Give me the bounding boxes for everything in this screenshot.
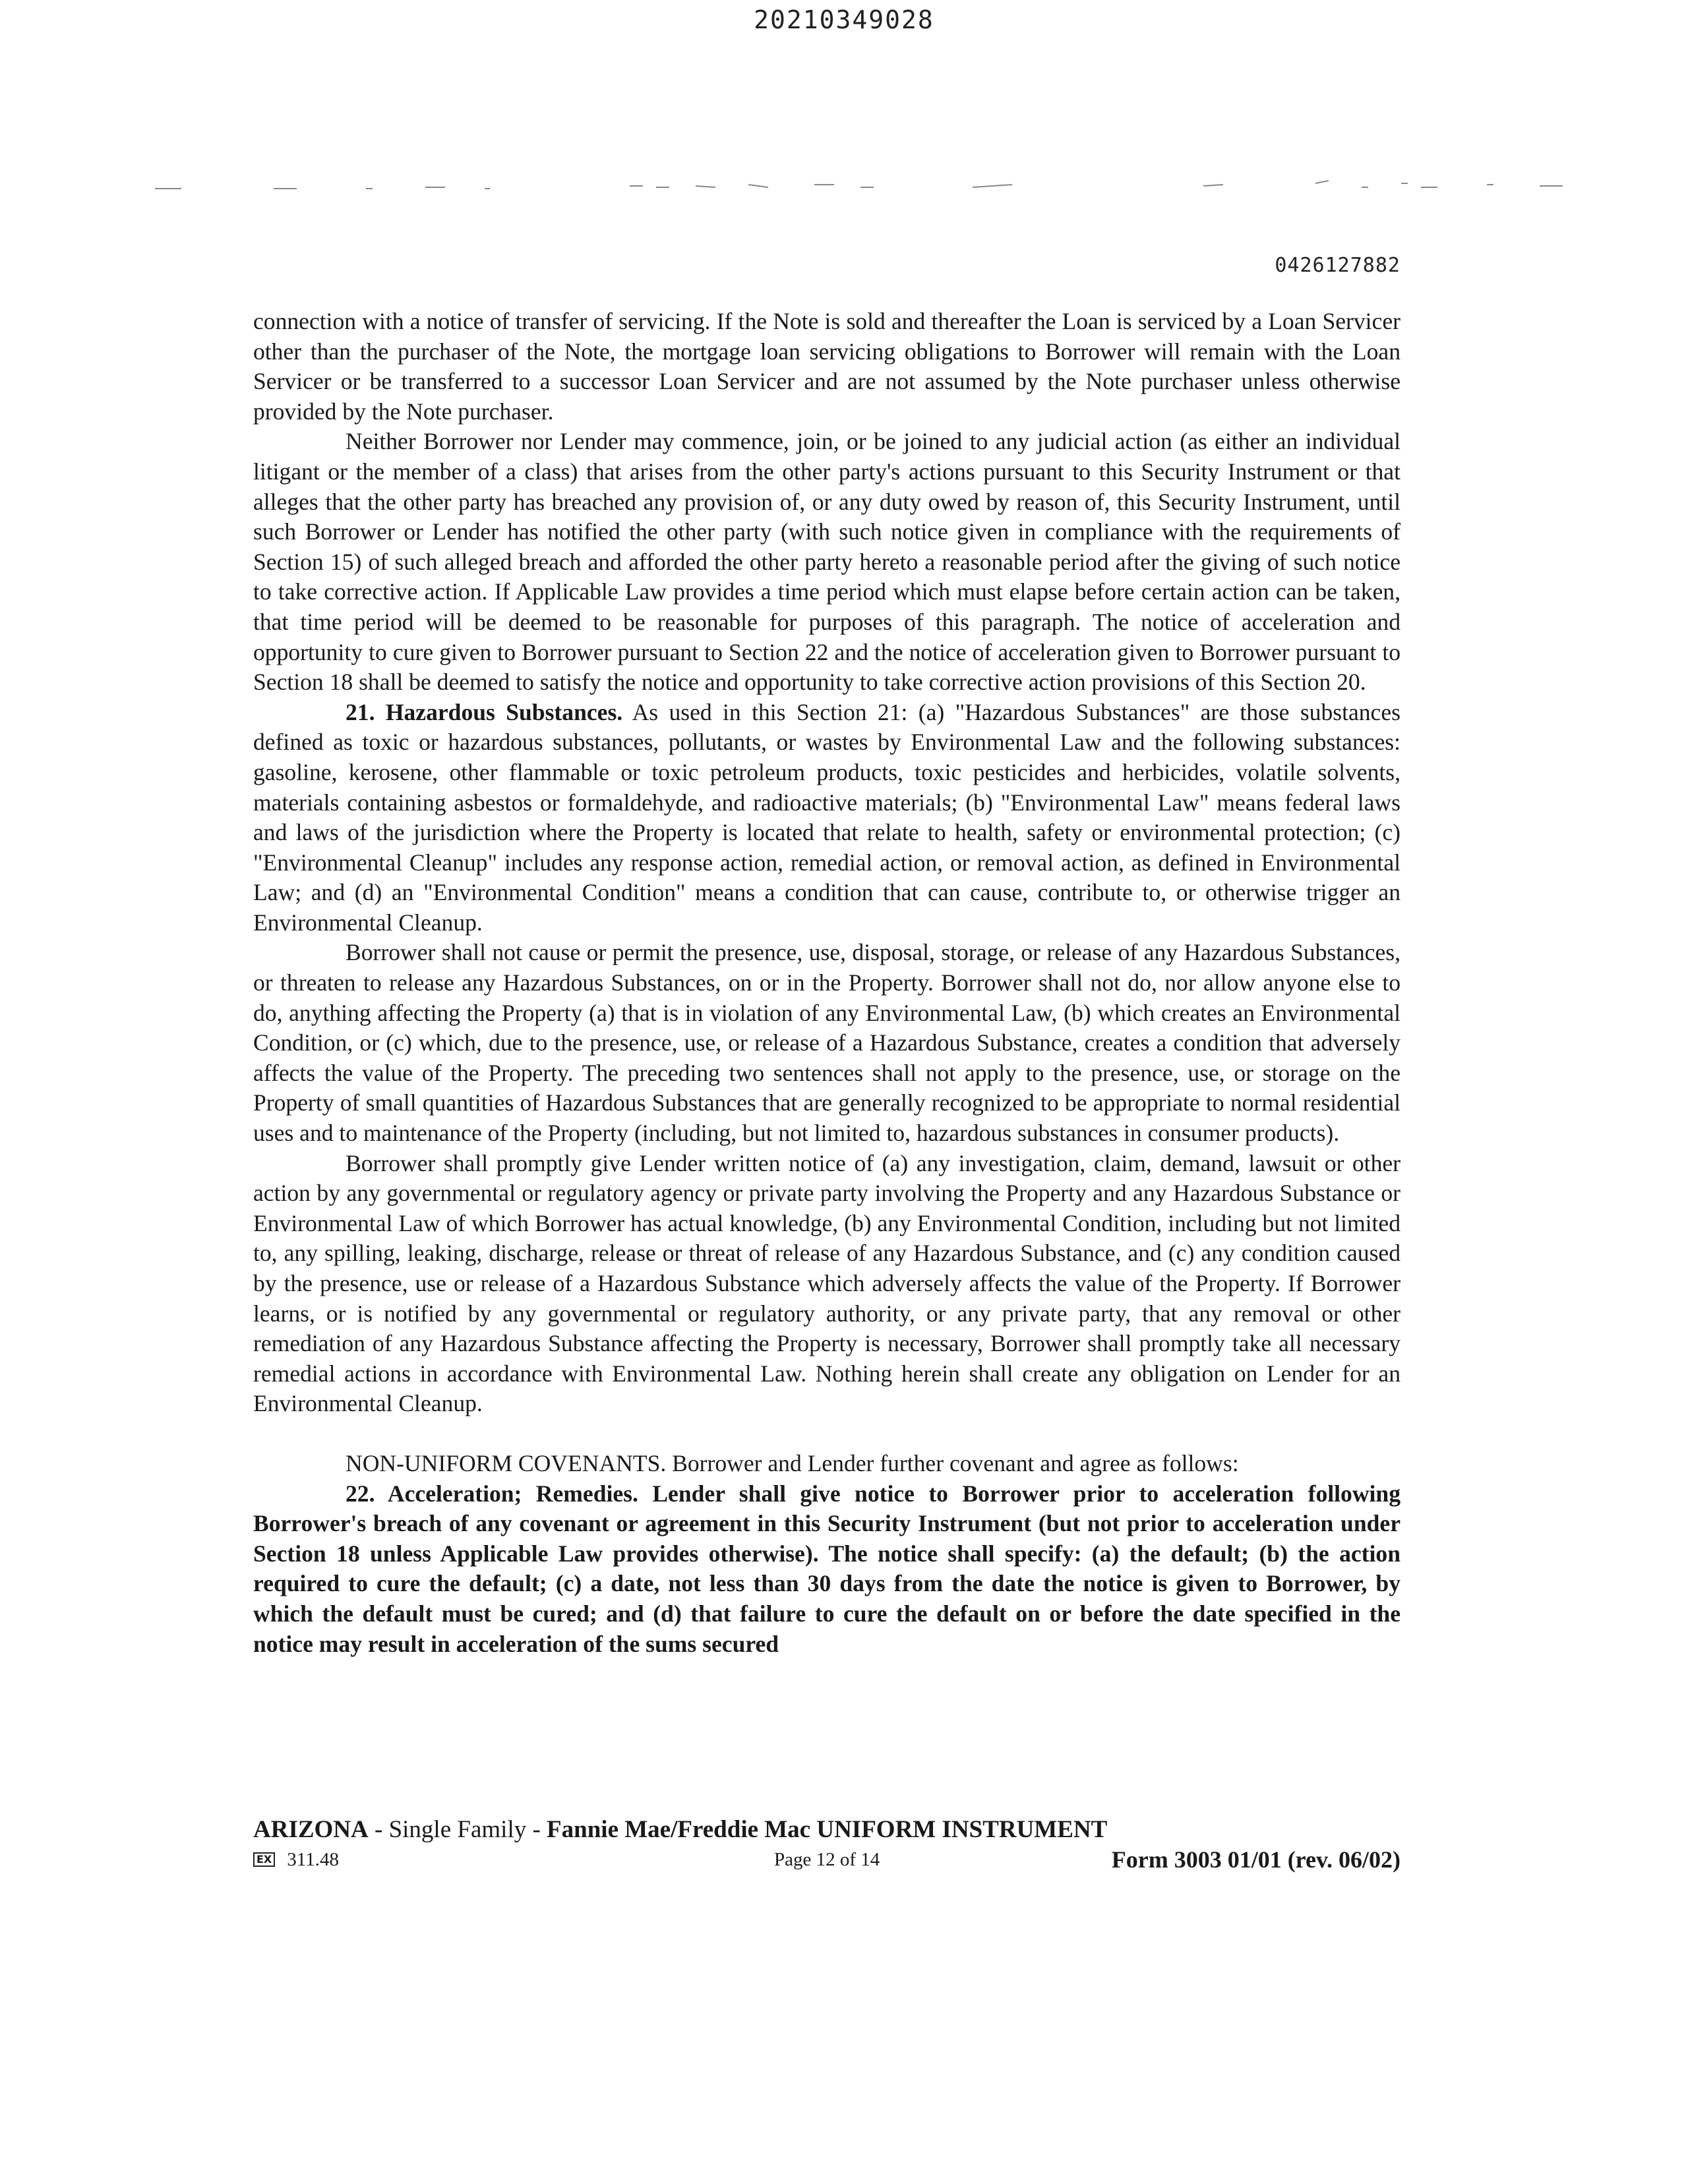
section-gap [253,1419,1401,1449]
paragraph-hazardous-use: Borrower shall not cause or permit the presence, use, disposal, storage, or release of any Hazardous Substances, or threaten to release any Hazardous Substances, on or in the Property. Borrower shall not do, nor allow anyone else to do, anything affecting the Property (a) that is in violation of any Environmental Law, (b) which creates an Environmental Condition, or (c) which, due to the presence, use, or release of a Hazardous Substance, creates a condition that adversely affects the value of the Property. The preceding two sentences shall not apply to the presence, use, or storage on the Property of small quantities of Hazardous Substances that are generally recognized to be appropriate to normal residential uses and to maintenance of the Property (including, but not limited to, hazardous substances in consumer products). [253,939,1401,1147]
page-number: Page 12 of 14 [774,1849,880,1870]
non-uniform-covenants-heading: NON-UNIFORM COVENANTS. Borrower and Lender further covenant and agree as follows: [346,1449,1239,1476]
footer-state: ARIZONA [253,1816,369,1843]
loan-number: 0426127882 [1275,254,1401,277]
form-footer [253,1815,1401,1874]
footer-form-desc-2: Fannie Mae/Freddie Mac UNIFORM INSTRUMENT [547,1816,1108,1843]
footer-form-desc-1: - Single Family - [368,1816,547,1843]
section-21-heading: 21. Hazardous Substances. [346,698,623,725]
footer-form-title [253,1815,1401,1845]
document-body [253,307,1401,1659]
section-21-text: As used in this Section 21: (a) "Hazardous Substances" are those substances defined as toxic or hazardous substances, pollutants, or wastes by Environmental Law and the following substances: gasoline, kerosene, other flammable or toxic petroleum products, toxic pesticides and herbicides, volatile solvents, materials containing asbestos or formaldehyde, and radioactive materials; (b) "Environmental Law" means federal laws and laws of the jurisdiction where the Property is located that relate to health, safety or environmental protection; (c) "Environmental Cleanup" includes any response action, remedial action, or removal action, as defined in Environmental Law; and (d) an "Environmental Condition" means a condition that can cause, contribute to, or otherwise trigger an Environmental Cleanup. [253,698,1401,936]
ex-logo-icon: EX [253,1852,275,1867]
footer-doc-code-group [253,1845,339,1874]
footer-meta [253,1845,1401,1874]
paragraph-grievance-notice: Neither Borrower nor Lender may commence, join, or be joined to any judicial action (as either an individual litigant or the member of a class) that arises from the other party's actions pursuant to this Security Instrument or that alleges that the other party has breached any provision of, or any duty owed by reason of, this Security Instrument, until such Borrower or Lender has notified the other party (with such notice given in compliance with the requirements of Section 15) of such alleged breach and afforded the other party hereto a reasonable period after the giving of such notice to take corrective action. If Applicable Law provides a time period which must elapse before certain action can be taken, that time period will be deemed to be reasonable for purposes of this paragraph. The notice of acceleration and opportunity to cure given to Borrower pursuant to Section 22 and the notice of acceleration given to Borrower pursuant to Section 18 shall be deemed to satisfy the notice and opportunity to take corrective action provisions of this Section 20. [253,428,1401,696]
paragraph-servicing-transfer: connection with a notice of transfer of servicing. If the Note is sold and thereafter the Loan is serviced by a Loan Servicer other than the purchaser of the Note, the mortgage loan servicing obligations to Borrower will remain with the Loan Servicer or be transferred to a successor Loan Servicer and are not assumed by the Note purchaser unless otherwise provided by the Note purchaser. [253,308,1401,425]
form-number: Form 3003 01/01 (rev. 06/02) [1111,1846,1401,1873]
scan-artifact-line [155,177,1573,197]
footer-doc-code: 311.48 [287,1849,339,1870]
paragraph-acceleration-remedies: 22. Acceleration; Remedies. Lender shall give notice to Borrower prior to acceleration following Borrower's breach of any covenant or agreement in this Security Instrument (but not prior to acceleration under Section 18 unless Applicable Law provides otherwise). The notice shall specify: (a) the default; (b) the action required to cure the default; (c) a date, not less than 30 days from the date the notice is given to Borrower, by which the default must be cured; and (d) that failure to cure the default on or before the date specified in the notice may result in acceleration of the sums secured [253,1480,1401,1657]
paragraph-hazardous-notice: Borrower shall promptly give Lender written notice of (a) any investigation, claim, demand, lawsuit or other action by any governmental or regulatory agency or private party involving the Property and any Hazardous Substance or Environmental Law of which Borrower has actual knowledge, (b) any Environmental Condition, including but not limited to, any spilling, leaking, discharge, release or threat of release of any Hazardous Substance, and (c) any condition caused by the presence, use or release of a Hazardous Substance which adversely affects the value of the Property. If Borrower learns, or is notified by any governmental or regulatory authority, or any private party, that any removal or other remediation of any Hazardous Substance affecting the Property is necessary, Borrower shall promptly take all necessary remedial actions in accordance with Environmental Law. Nothing herein shall create any obligation on Lender for an Environmental Cleanup. [253,1149,1401,1417]
recording-number: 20210349028 [754,5,934,34]
paragraph-hazardous-substances [253,698,1401,938]
